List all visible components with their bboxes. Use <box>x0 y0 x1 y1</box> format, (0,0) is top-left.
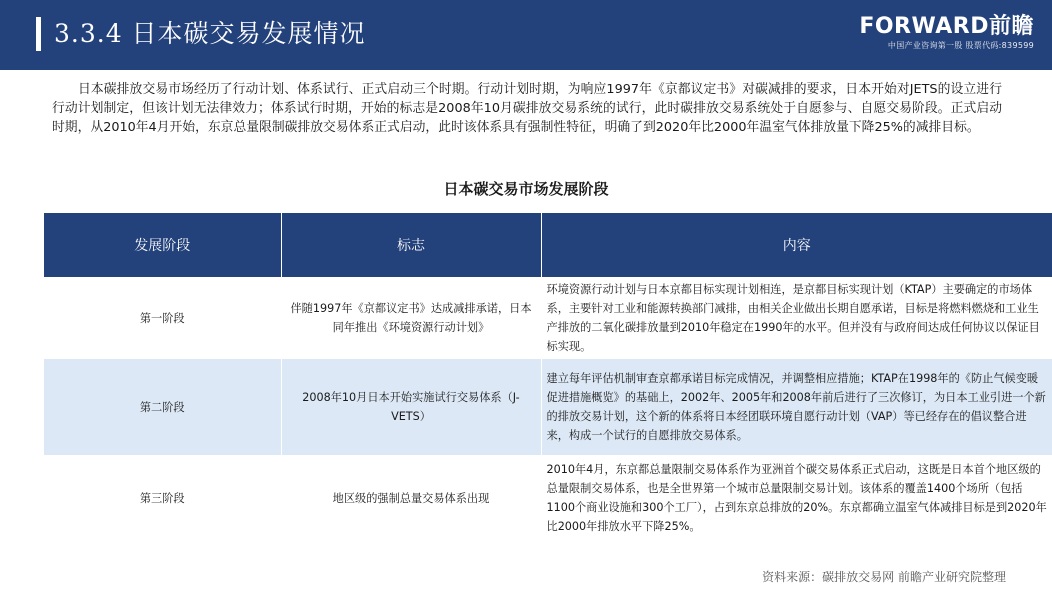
content-cell: 环境资源行动计划与日本京都目标实现计划相连，是京都目标实现计划（KTAP）主要确定的市场体系，主要针对工业和能源转换部门减排，由相关企业做出长期自愿承诺，目标是将燃料燃烧和工业生产排放的二氧化碳排放量到2010年稳定在1990年的水平。但并没有与政府间达成任何协议以保证目标实现。 <box>541 277 1052 359</box>
brand-tagline: 中国产业咨询第一股 股票代码:839599 <box>887 41 1034 50</box>
table-header-row <box>44 213 1052 277</box>
brand-logo <box>859 14 1034 52</box>
header-sign: 标志 <box>281 213 541 277</box>
sign-cell: 2008年10月日本开始实施试行交易体系（J-VETS） <box>281 359 541 455</box>
stages-table <box>44 213 1052 541</box>
stage-cell: 第三阶段 <box>44 455 281 541</box>
header-banner <box>0 0 1052 70</box>
header-stage: 发展阶段 <box>44 213 281 277</box>
sign-cell: 伴随1997年《京都议定书》达成减排承诺，日本同年推出《环境资源行动计划》 <box>281 277 541 359</box>
header-accent-bar <box>36 17 41 51</box>
source-note: 资料来源：碳排放交易网 前瞻产业研究院整理 <box>762 570 1006 584</box>
intro-paragraph: 日本碳排放交易市场经历了行动计划、体系试行、正式启动三个时期。行动计划时期，为响应1997年《京都议定书》对碳减排的要求，日本开始对JETS的设立进行行动计划制定，但该计划无法律效力；体系试行时期，开始的标志是2008年10月碳排放交易系统的试行，此时碳排放交易系统处于自愿参与、自愿交易阶段。正式启动时期，从2010年4月开始，东京总量限制碳排放交易体系正式启动，此时该体系具有强制性特征，明确了到2020年比2000年温室气体排放量下降25%的减排目标。 <box>52 82 1002 135</box>
table-title: 日本碳交易市场发展阶段 <box>443 180 609 198</box>
table-row <box>44 359 1052 455</box>
stage-cell: 第二阶段 <box>44 359 281 455</box>
header-content: 内容 <box>541 213 1052 277</box>
table-row <box>44 455 1052 541</box>
page-title: 3.3.4 日本碳交易发展情况 <box>54 19 366 48</box>
table-row <box>44 277 1052 359</box>
sign-cell: 地区级的强制总量交易体系出现 <box>281 455 541 541</box>
content-cell: 2010年4月，东京都总量限制交易体系作为亚洲首个碳交易体系正式启动，这既是日本首个地区级的总量限制交易体系，也是全世界第一个城市总量限制交易计划。该体系的覆盖1400个场所（包括1100个商业设施和300个工厂），占到东京总排放的20%。东京都确立温室气体减排目标是到2020年比2000年排放水平下降25%。 <box>541 455 1052 541</box>
stage-cell: 第一阶段 <box>44 277 281 359</box>
brand-logo-text: FORWARD前瞻 <box>859 14 1034 39</box>
content-cell: 建立每年评估机制审查京都承诺目标完成情况，并调整相应措施；KTAP在1998年的《防止气候变暖促进措施概览》的基础上，2002年、2005年和2008年前后进行了三次修订，为日本工业引进一个新的排放交易计划，这个新的体系将日本经团联环境自愿行动计划（VAP）等已经存在的倡议整合进来，构成一个试行的自愿排放交易体系。 <box>541 359 1052 455</box>
